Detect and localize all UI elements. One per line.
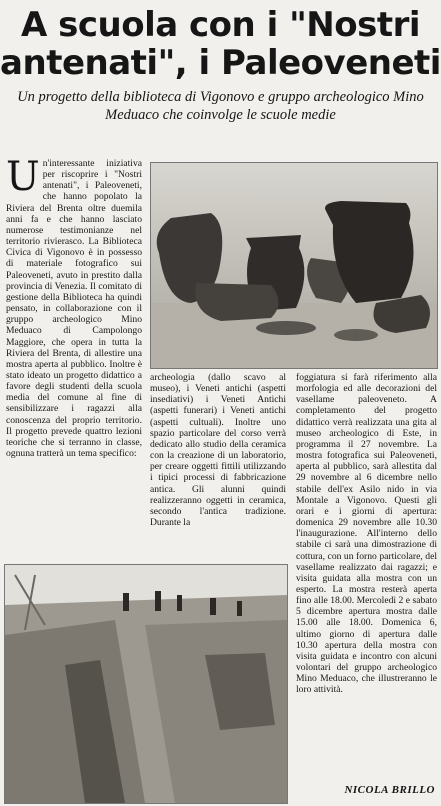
- headline-line-2: antenati", i Paleoveneti: [0, 43, 441, 83]
- subheadline: Un progetto della biblioteca di Vigonovo e gruppo archeologico Mino Meduaco che coinvolge le scuole medie: [17, 89, 424, 123]
- headline-line-1: A scuola con i "Nostri: [20, 5, 421, 45]
- photo-excavation-site: [4, 564, 288, 804]
- article-column-3: foggiatura si farà riferimento alla morfologia ed alle decorazioni del vasellame paleoveneto. A completamento del progetto didattico verrà realizzata una gita al museo archeologico di Este, in programma il 27 novembre. La mostra fotografica sui Paleoveneti, aperta al pubblico, sarà allestita dal 29 novembre al 6 dicembre nello stabile dell'ex Asilo nido in via Montale a Vigonovo. Questi gli orari e i giorni di apertura: domenica 29 novembre alle 10.30 l'inaugurazione. All'interno dello stabile ci sarà una dimostrazione di cottura, con un forno particolare, del vasellame realizzato dai ragazzi; e visita guidata alla mostra con un esperto. La mostra resterà aperta fino alle 18.00. Mercoledì 2 e sabato 5 dicembre apertura mostra dalle 15.00 alle 18.00. Domenica 6, ultimo giorno di apertura dalle 10.30 apertura della mostra con visita guidata e incontro con alcuni volontari del gruppo archeologico Mino Meduaco, che illustreranno le loro attività.: [296, 372, 437, 696]
- article-column-1-text: n'interessante iniziativa per riscoprire i "Nostri antenati", i Paleoveneti, che hanno popolato la Riviera del Brenta oltre duemila anni fa e che hanno lasciato numerose testimonianze nel territorio rivierasco. La Biblioteca Civica di Vigonovo è in possesso di materiale fotografico sui Paleoveneti, avuto in prestito dalla provincia di Venezia. Il comitato di gestione della Biblioteca ha quindi pensato, in collaborazione con il gruppo archeologico Mino Meduaco di Campolongo Maggiore, che opera in tutta la Riviera del Brenta, di allestire una mostra aperta al pubblico. Inoltre è stato ideato un progetto didattico a favore degli studenti della scuola media del comune al fine di sensibilizzare i ragazzi alla conoscenza del proprio territorio. Il progetto prevede quattro lezioni teoriche che si terranno in classe, ognuna tratterà un tema specifico:: [6, 158, 142, 460]
- headline: [0, 0, 441, 82]
- author-byline: NICOLA BRILLO: [344, 784, 435, 796]
- vessels-image: [151, 163, 437, 368]
- article-column-1: [6, 158, 142, 558]
- article-column-2: archeologia (dallo scavo al museo), i Veneti antichi (aspetti insediativi) i Veneti Antichi (aspetti funerari) i Veneti antichi (aspetti cultuali). Inoltre uno spazio particolare del corso verrà dedicato allo studio della ceramica con la creazione di un laboratorio, per creare oggetti fittili utilizzando i tipici processi di fabbricazione antica. Gli alunni quindi realizzeranno oggetti in ceramica, secondo l'antica tradizione. Durante la: [150, 372, 286, 529]
- photo-ancient-vessels: [150, 162, 438, 369]
- excavation-image: [5, 565, 287, 803]
- drop-cap: U: [6, 158, 40, 200]
